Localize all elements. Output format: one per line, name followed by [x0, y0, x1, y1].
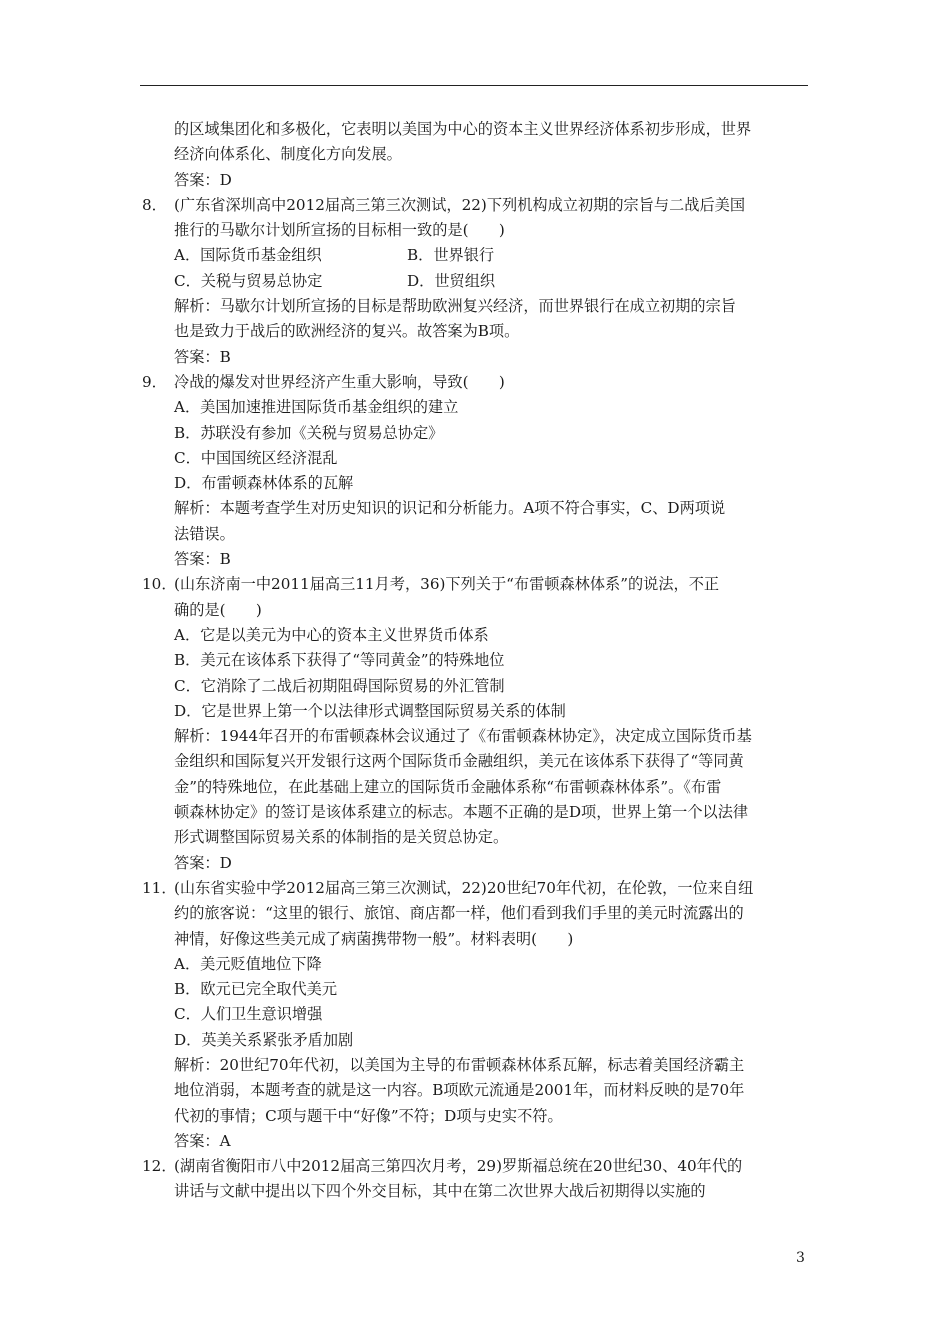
text-line: [142, 168, 814, 193]
question-number: 9．: [142, 372, 167, 391]
text-line: [142, 648, 814, 673]
text-line: [142, 572, 814, 597]
line-text: A．美国加速推进国际货币基金组织的建立: [174, 398, 459, 417]
line-text: 金”的特殊地位，在此基础上建立的国际货币金融体系称“布雷顿森林体系”。《布雷: [174, 777, 722, 796]
text-line: [142, 471, 814, 496]
line-text: 讲话与文献中提出以下四个外交目标，其中在第二次世界大战后初期得以实施的: [174, 1182, 706, 1201]
line-text: C．人们卫生意识增强: [174, 1005, 323, 1024]
line-text: 答案：B: [174, 550, 231, 569]
text-line: [142, 977, 814, 1002]
line-text: (广东省深圳高中2012届高三第三次测试，22)下列机构成立初期的宗旨与二战后美国: [174, 195, 746, 214]
question-number: 11．: [142, 878, 177, 897]
document-body: [142, 117, 814, 1205]
line-text: 答案：D: [174, 170, 232, 189]
line-text: 解析：马歇尔计划所宣扬的目标是帮助欧洲复兴经济，而世界银行在成立初期的宗旨: [174, 297, 736, 316]
line-text: 经济向体系化、制度化方向发展。: [174, 145, 402, 164]
line-text: D．它是世界上第一个以法律形式调整国际贸易关系的体制: [174, 701, 566, 720]
text-line: [142, 294, 814, 319]
text-line: [142, 319, 814, 344]
line-text: A．美元贬值地位下降: [174, 954, 322, 973]
line-text: C．它消除了二战后初期阻碍国际贸易的外汇管制: [174, 676, 505, 695]
line-text: D．英美关系紧张矛盾加剧: [174, 1030, 354, 1049]
text-line: [142, 218, 814, 243]
text-line: [142, 522, 814, 547]
line-text: A．它是以美元为中心的资本主义世界货币体系: [174, 625, 489, 644]
text-line: [142, 1053, 814, 1078]
text-line: [142, 142, 814, 167]
line-text: 答案：A: [174, 1131, 231, 1150]
text-line: [142, 345, 814, 370]
text-line: [142, 1129, 814, 1154]
text-line: [142, 724, 814, 749]
text-line: [142, 547, 814, 572]
line-text: 法错误。: [174, 524, 235, 543]
question-number: 10．: [142, 575, 177, 594]
line-text: B．苏联没有参加《关税与贸易总协定》: [174, 423, 444, 442]
question-number: 8．: [142, 195, 167, 214]
line-text: 形式调整国际贸易关系的体制指的是关贸总协定。: [174, 828, 509, 847]
text-line: [142, 269, 814, 294]
line-text: 解析：本题考查学生对历史知识的识记和分析能力。A项不符合事实，C、D两项说: [174, 499, 726, 518]
line-text: 冷战的爆发对世界经济产生重大影响，导致( ): [174, 372, 505, 391]
text-line: [142, 1154, 814, 1179]
text-line: [142, 1179, 814, 1204]
line-text: 答案：B: [174, 347, 231, 366]
text-line: [142, 800, 814, 825]
text-line: [142, 699, 814, 724]
text-line: [142, 876, 814, 901]
text-line: [142, 446, 814, 471]
text-line: [142, 901, 814, 926]
header-rule: [140, 85, 808, 86]
text-line: [142, 825, 814, 850]
line-text: 解析：1944年召开的布雷顿森林会议通过了《布雷顿森林协定》，决定成立国际货币基: [174, 727, 752, 746]
option-text: A．国际货币基金组织: [174, 246, 322, 265]
text-line: [142, 243, 814, 268]
text-line: [142, 775, 814, 800]
text-line: [142, 927, 814, 952]
line-text: C．中国国统区经济混乱: [174, 448, 338, 467]
page-number: 3: [796, 1250, 805, 1266]
question-number: 12．: [142, 1157, 177, 1176]
option-text: D．世贸组织: [407, 271, 496, 290]
line-text: 金组织和国际复兴开发银行这两个国际货币金融组织，美元在该体系下获得了“等同黄: [174, 752, 744, 771]
text-line: [142, 851, 814, 876]
text-line: [142, 749, 814, 774]
line-text: 代初的事情；C项与题干中“好像”不符；D项与史实不符。: [174, 1106, 563, 1125]
text-line: [142, 496, 814, 521]
line-text: 推行的马歇尔计划所宣扬的目标相一致的是( ): [174, 221, 505, 240]
text-line: [142, 1002, 814, 1027]
text-line: [142, 1028, 814, 1053]
line-text: 解析：20世纪70年代初，以美国为主导的布雷顿森林体系瓦解，标志着美国经济霸主: [174, 1055, 745, 1074]
line-text: 地位消弱，本题考查的就是这一内容。B项欧元流通是2001年，而材料反映的是70年: [174, 1081, 745, 1100]
text-line: [142, 623, 814, 648]
line-text: 也是致力于战后的欧洲经济的复兴。故答案为B项。: [174, 322, 520, 341]
line-text: (湖南省衡阳市八中2012届高三第四次月考，29)罗斯福总统在20世纪30、40年代的: [174, 1157, 743, 1176]
text-line: [142, 395, 814, 420]
text-line: [142, 421, 814, 446]
text-line: [142, 117, 814, 142]
line-text: (山东济南一中2011届高三11月考，36)下列关于“布雷顿森林体系”的说法，不正: [174, 575, 720, 594]
text-line: [142, 1104, 814, 1129]
line-text: 确的是( ): [174, 600, 262, 619]
line-text: 答案：D: [174, 853, 232, 872]
line-text: (山东省实验中学2012届高三第三次测试，22)20世纪70年代初，在伦敦，一位来自纽: [174, 878, 754, 897]
option-text: C．关税与贸易总协定: [174, 271, 323, 290]
line-text: D．布雷顿森林体系的瓦解: [174, 474, 354, 493]
text-line: [142, 193, 814, 218]
option-text: B．世界银行: [407, 246, 495, 265]
text-line: [142, 674, 814, 699]
text-line: [142, 370, 814, 395]
line-text: 顿森林协定》的签订是该体系建立的标志。本题不正确的是D项，世界上第一个以法律: [174, 803, 749, 822]
text-line: [142, 1078, 814, 1103]
text-line: [142, 598, 814, 623]
line-text: 神情，好像这些美元成了病菌携带物一般”。材料表明( ): [174, 929, 574, 948]
line-text: B．欧元已完全取代美元: [174, 980, 338, 999]
text-line: [142, 952, 814, 977]
line-text: B．美元在该体系下获得了“等同黄金”的特殊地位: [174, 651, 505, 670]
line-text: 约的旅客说：“这里的银行、旅馆、商店都一样，他们看到我们手里的美元时流露出的: [174, 904, 744, 923]
line-text: 的区域集团化和多极化，它表明以美国为中心的资本主义世界经济体系初步形成，世界: [174, 120, 752, 138]
